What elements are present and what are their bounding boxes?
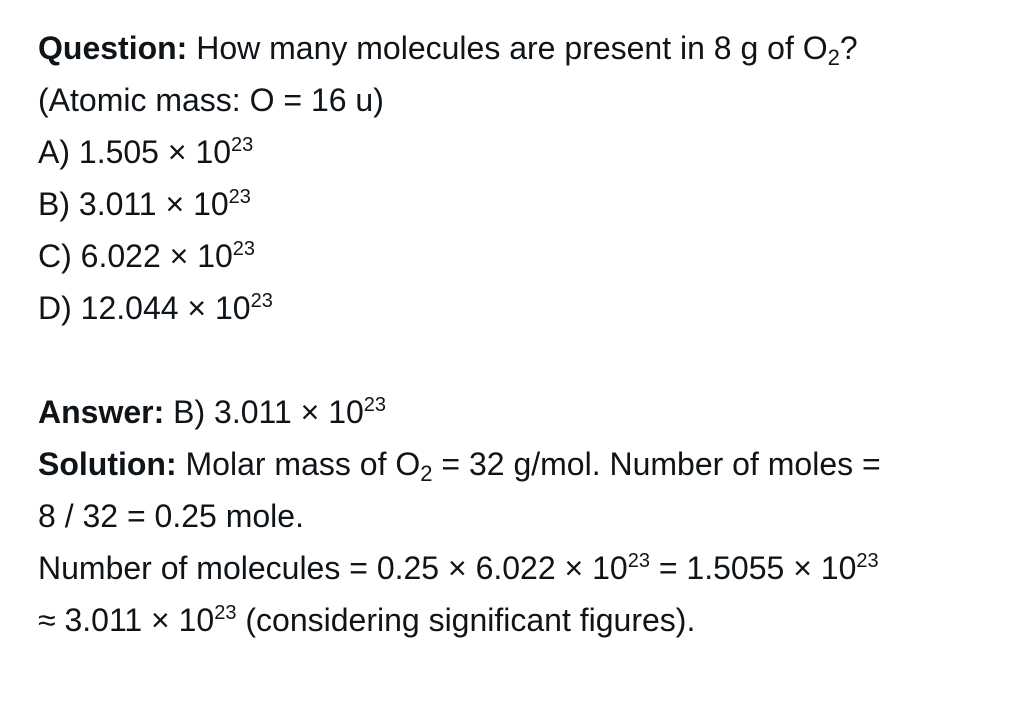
solution-text-1b: = 32 g/mol. Number of moles =	[432, 446, 881, 482]
answer-label: Answer:	[38, 394, 165, 430]
solution-text-3a: Number of molecules = 0.25 × 6.022 × 10	[38, 550, 628, 586]
question-label: Question:	[38, 30, 188, 66]
option-b-exponent: 23	[228, 186, 251, 208]
option-a	[38, 126, 998, 178]
post-content	[38, 22, 998, 646]
solution-exponent-3a: 23	[627, 550, 650, 572]
option-a-exponent: 23	[231, 134, 254, 156]
solution-subscript: 2	[420, 461, 433, 486]
solution-line-4	[38, 594, 998, 646]
answer-text: B) 3.011 × 10	[164, 394, 364, 430]
option-b-text: B) 3.011 × 10	[38, 186, 229, 222]
atomic-mass-note: (Atomic mass: O = 16 u)	[38, 82, 384, 118]
answer-line	[38, 386, 998, 438]
option-c	[38, 230, 998, 282]
solution-text-1: Molar mass of O	[176, 446, 421, 482]
option-d	[38, 282, 998, 334]
option-c-text: C) 6.022 × 10	[38, 238, 233, 274]
paragraph-gap	[38, 334, 998, 386]
solution-text-4a: ≈ 3.011 × 10	[38, 602, 215, 638]
solution-exponent-4: 23	[214, 602, 237, 624]
solution-line-2: 8 / 32 = 0.25 mole.	[38, 498, 304, 534]
solution-label: Solution:	[38, 446, 177, 482]
question-text: How many molecules are present in 8 g of O	[187, 30, 828, 66]
solution-exponent-3b: 23	[856, 550, 879, 572]
option-b	[38, 178, 998, 230]
option-d-text: D) 12.044 × 10	[38, 290, 251, 326]
option-d-exponent: 23	[250, 290, 273, 312]
question-mark: ?	[839, 30, 858, 66]
solution-text-3b: = 1.5055 × 10	[649, 550, 857, 586]
option-c-exponent: 23	[232, 238, 256, 260]
solution-text-4b: (considering significant figures).	[236, 602, 696, 638]
question-line	[38, 22, 998, 74]
option-a-text: A) 1.505 × 10	[38, 134, 232, 170]
solution-line-3	[38, 542, 998, 594]
question-subscript: 2	[827, 45, 840, 70]
answer-exponent: 23	[363, 394, 387, 416]
solution-line-1	[38, 438, 998, 490]
